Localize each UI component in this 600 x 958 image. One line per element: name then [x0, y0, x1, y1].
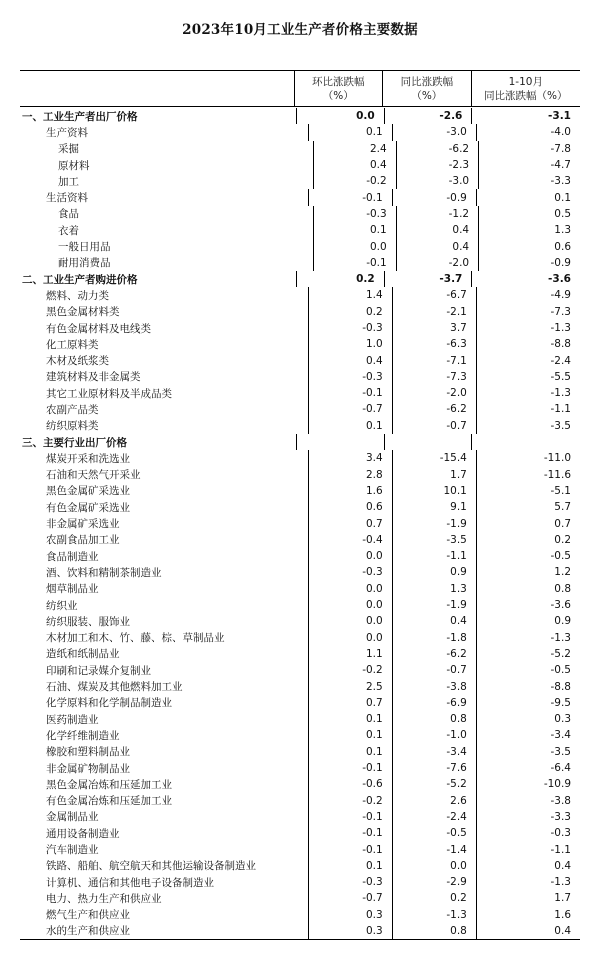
- ytd-change-cell: -5.2: [476, 646, 580, 662]
- table-row: [20, 825, 580, 841]
- yoy-change-cell: 3.7: [392, 320, 476, 336]
- row-label: 化学纤维制造业: [46, 729, 120, 742]
- header-mom-unit: （%）: [322, 89, 354, 102]
- table-row: [20, 532, 580, 548]
- ytd-change-cell: -5.5: [476, 369, 580, 385]
- yoy-change-cell: -7.3: [392, 369, 476, 385]
- table-row: [20, 206, 580, 222]
- mom-change-cell: -0.2: [313, 173, 395, 189]
- table-row: [20, 597, 580, 613]
- row-label: 黑色金属矿采选业: [46, 485, 130, 498]
- yoy-change-cell: -2.4: [392, 809, 476, 825]
- mom-change-cell: -0.1: [308, 385, 392, 401]
- mom-change-cell: -0.7: [308, 890, 392, 906]
- row-label: 医药制造业: [46, 713, 99, 726]
- row-label: 三、主要行业出厂价格: [22, 436, 127, 449]
- row-label: 木材及纸浆类: [46, 355, 109, 368]
- yoy-change-cell: -0.7: [392, 418, 476, 434]
- mom-change-cell: 1.0: [308, 336, 392, 352]
- table-row: [20, 320, 580, 336]
- mom-change-cell: -0.1: [308, 809, 392, 825]
- ytd-change-cell: 1.6: [476, 907, 580, 923]
- row-label: 耐用消费品: [58, 257, 111, 270]
- yoy-change-cell: [384, 434, 472, 450]
- yoy-change-cell: -5.2: [392, 776, 476, 792]
- mom-change-cell: [296, 434, 384, 450]
- yoy-change-cell: 9.1: [392, 499, 476, 515]
- mom-change-cell: 2.4: [313, 141, 395, 157]
- ytd-change-cell: -3.8: [476, 792, 580, 808]
- yoy-change-cell: -2.6: [384, 108, 472, 124]
- table-row: [20, 515, 580, 531]
- table-row: [20, 255, 580, 271]
- ytd-change-cell: 0.1: [476, 189, 580, 205]
- table-row: [20, 890, 580, 906]
- yoy-change-cell: -6.2: [396, 141, 478, 157]
- row-label: 石油和天然气开采业: [46, 469, 141, 482]
- row-label: 燃气生产和供应业: [46, 909, 130, 922]
- table-row: [20, 401, 580, 417]
- table-row: [20, 352, 580, 368]
- yoy-change-cell: 0.8: [392, 923, 476, 939]
- yoy-change-cell: 0.8: [392, 711, 476, 727]
- mom-change-cell: 0.6: [308, 499, 392, 515]
- ytd-change-cell: -3.3: [478, 173, 580, 189]
- yoy-change-cell: -3.0: [392, 124, 476, 140]
- row-label: 黑色金属冶炼和压延加工业: [46, 778, 172, 791]
- yoy-change-cell: 0.4: [392, 613, 476, 629]
- header-yoy-unit: （%）: [411, 89, 443, 102]
- yoy-change-cell: -1.3: [392, 907, 476, 923]
- ytd-change-cell: -3.6: [476, 597, 580, 613]
- yoy-change-cell: 0.9: [392, 564, 476, 580]
- table-row: [20, 173, 580, 189]
- header-mom-title: 环比涨跌幅: [312, 75, 365, 88]
- ytd-change-cell: -2.4: [476, 352, 580, 368]
- yoy-change-cell: 2.6: [392, 792, 476, 808]
- table-row: [20, 744, 580, 760]
- ytd-change-cell: -0.5: [476, 548, 580, 564]
- mom-change-cell: 0.1: [308, 418, 392, 434]
- row-label: 衣着: [58, 224, 79, 237]
- header-yoy-title: 同比涨跌幅: [400, 75, 454, 88]
- yoy-change-cell: -3.0: [396, 173, 478, 189]
- table-row: [20, 369, 580, 385]
- table-row: [20, 776, 580, 792]
- mom-change-cell: 2.5: [308, 678, 392, 694]
- yoy-change-cell: 0.2: [392, 890, 476, 906]
- mom-change-cell: -0.3: [313, 206, 395, 222]
- table-row: [20, 499, 580, 515]
- yoy-change-cell: 10.1: [392, 483, 476, 499]
- row-label: 煤炭开采和洗选业: [46, 452, 130, 465]
- yoy-change-cell: -1.0: [392, 727, 476, 743]
- mom-change-cell: 1.4: [308, 287, 392, 303]
- table-row: [20, 727, 580, 743]
- table-row: [20, 222, 580, 238]
- row-label: 农副食品加工业: [46, 534, 120, 547]
- row-label: 农副产品类: [46, 403, 99, 416]
- yoy-change-cell: -7.1: [392, 352, 476, 368]
- row-label: 化学原料和化学制品制造业: [46, 697, 172, 710]
- yoy-change-cell: -6.7: [392, 287, 476, 303]
- mom-change-cell: 0.3: [308, 923, 392, 939]
- table-row: [20, 157, 580, 173]
- ytd-change-cell: -4.0: [476, 124, 580, 140]
- mom-change-cell: -0.1: [308, 189, 392, 205]
- ytd-change-cell: 0.8: [476, 581, 580, 597]
- row-label: 有色金属冶炼和压延加工业: [46, 795, 172, 808]
- yoy-change-cell: -7.6: [392, 760, 476, 776]
- price-data-table: [20, 70, 580, 940]
- table-row: [20, 792, 580, 808]
- ytd-change-cell: -7.3: [476, 304, 580, 320]
- yoy-change-cell: -2.0: [396, 255, 478, 271]
- table-row: [20, 467, 580, 483]
- table-row: [20, 630, 580, 646]
- ytd-change-cell: -11.0: [476, 450, 580, 466]
- yoy-change-cell: -1.9: [392, 597, 476, 613]
- mom-change-cell: -0.6: [308, 776, 392, 792]
- table-row: [20, 287, 580, 303]
- mom-change-cell: 0.0: [313, 238, 395, 254]
- yoy-change-cell: -15.4: [392, 450, 476, 466]
- mom-change-cell: 0.2: [308, 304, 392, 320]
- yoy-change-cell: -1.8: [392, 630, 476, 646]
- table-row: [20, 858, 580, 874]
- yoy-change-cell: 0.4: [396, 238, 478, 254]
- mom-change-cell: -0.3: [308, 874, 392, 890]
- mom-change-cell: 0.0: [308, 581, 392, 597]
- table-row: [20, 385, 580, 401]
- ytd-change-cell: -3.3: [476, 809, 580, 825]
- table-row: [20, 711, 580, 727]
- table-row: [20, 548, 580, 564]
- mom-change-cell: 0.1: [308, 744, 392, 760]
- mom-change-cell: 0.0: [308, 548, 392, 564]
- ytd-change-cell: 0.7: [476, 515, 580, 531]
- mom-change-cell: 0.3: [308, 907, 392, 923]
- yoy-change-cell: -3.4: [392, 744, 476, 760]
- mom-change-cell: -0.3: [308, 369, 392, 385]
- table-row: [20, 141, 580, 157]
- row-label: 黑色金属材料类: [46, 306, 120, 319]
- mom-change-cell: 0.1: [308, 711, 392, 727]
- ytd-change-cell: 1.3: [478, 222, 580, 238]
- row-label: 一、工业生产者出厂价格: [22, 110, 138, 123]
- row-label: 采掘: [58, 143, 79, 156]
- table-row: [20, 450, 580, 466]
- mom-change-cell: 0.0: [308, 630, 392, 646]
- mom-change-cell: 0.1: [308, 727, 392, 743]
- row-label: 印刷和记录媒介复制业: [46, 664, 151, 677]
- mom-change-cell: -0.2: [308, 662, 392, 678]
- ytd-change-cell: 0.2: [476, 532, 580, 548]
- mom-change-cell: 0.4: [313, 157, 395, 173]
- ytd-change-cell: 0.3: [476, 711, 580, 727]
- mom-change-cell: -0.1: [313, 255, 395, 271]
- mom-change-cell: 0.1: [308, 858, 392, 874]
- ytd-change-cell: -4.9: [476, 287, 580, 303]
- page-title: 2023年10月工业生产者价格主要数据: [182, 22, 418, 38]
- row-label: 二、工业生产者购进价格: [22, 273, 138, 286]
- row-label: 加工: [58, 175, 79, 188]
- yoy-change-cell: -0.7: [392, 662, 476, 678]
- table-row: [20, 678, 580, 694]
- row-label: 金属制品业: [46, 811, 99, 824]
- header-yoy-column: [382, 71, 471, 106]
- table-row: [20, 809, 580, 825]
- yoy-change-cell: -2.0: [392, 385, 476, 401]
- ytd-change-cell: 0.4: [476, 923, 580, 939]
- yoy-change-cell: -1.2: [396, 206, 478, 222]
- row-label: 酒、饮料和精制茶制造业: [46, 566, 162, 579]
- row-label: 建筑材料及非金属类: [46, 371, 141, 384]
- ytd-change-cell: 0.4: [476, 858, 580, 874]
- row-label: 橡胶和塑料制品业: [46, 746, 130, 759]
- ytd-change-cell: -1.3: [476, 385, 580, 401]
- yoy-change-cell: -1.1: [392, 548, 476, 564]
- ytd-change-cell: -3.5: [476, 418, 580, 434]
- ytd-change-cell: -8.8: [476, 678, 580, 694]
- row-label: 烟草制品业: [46, 583, 99, 596]
- header-ytd-unit: 同比涨跌幅（%）: [484, 89, 568, 102]
- ytd-change-cell: -3.4: [476, 727, 580, 743]
- table-row: [20, 581, 580, 597]
- yoy-change-cell: 1.7: [392, 467, 476, 483]
- table-row: [20, 189, 580, 205]
- table-row: [20, 695, 580, 711]
- yoy-change-cell: -3.8: [392, 678, 476, 694]
- yoy-change-cell: -0.5: [392, 825, 476, 841]
- mom-change-cell: 0.1: [313, 222, 395, 238]
- row-label: 水的生产和供应业: [46, 925, 130, 938]
- row-label: 石油、煤炭及其他燃料加工业: [46, 681, 183, 694]
- ytd-change-cell: -4.7: [478, 157, 580, 173]
- header-ytd-column: [471, 71, 580, 106]
- table-row: [20, 923, 580, 939]
- yoy-change-cell: -6.2: [392, 646, 476, 662]
- table-row: [20, 418, 580, 434]
- ytd-change-cell: -11.6: [476, 467, 580, 483]
- table-row: [20, 907, 580, 923]
- mom-change-cell: 3.4: [308, 450, 392, 466]
- yoy-change-cell: -2.1: [392, 304, 476, 320]
- row-label: 生产资料: [46, 126, 88, 139]
- ytd-change-cell: 1.2: [476, 564, 580, 580]
- ytd-change-cell: 0.6: [478, 238, 580, 254]
- mom-change-cell: -0.1: [308, 825, 392, 841]
- table-row: [20, 760, 580, 776]
- mom-change-cell: 1.6: [308, 483, 392, 499]
- ytd-change-cell: -6.4: [476, 760, 580, 776]
- row-label: 非金属矿采选业: [46, 518, 120, 531]
- ytd-change-cell: 0.9: [476, 613, 580, 629]
- ytd-change-cell: 5.7: [476, 499, 580, 515]
- ytd-change-cell: -10.9: [476, 776, 580, 792]
- row-label: 木材加工和木、竹、藤、棕、草制品业: [46, 632, 225, 645]
- section-row: [20, 271, 580, 287]
- ytd-change-cell: -0.3: [476, 825, 580, 841]
- table-row: [20, 238, 580, 254]
- table-header: [20, 71, 580, 107]
- yoy-change-cell: -3.5: [392, 532, 476, 548]
- header-mom-column: [294, 71, 383, 106]
- ytd-change-cell: -9.5: [476, 695, 580, 711]
- table-row: [20, 613, 580, 629]
- table-row: [20, 483, 580, 499]
- ytd-change-cell: -1.1: [476, 401, 580, 417]
- mom-change-cell: -0.3: [308, 320, 392, 336]
- row-label: 计算机、通信和其他电子设备制造业: [46, 876, 214, 889]
- row-label: 原材料: [58, 159, 90, 172]
- header-label-column: [20, 71, 294, 106]
- ytd-change-cell: -3.5: [476, 744, 580, 760]
- mom-change-cell: -0.1: [308, 841, 392, 857]
- ytd-change-cell: -3.1: [471, 108, 580, 124]
- ytd-change-cell: -7.8: [478, 141, 580, 157]
- mom-change-cell: 0.0: [308, 597, 392, 613]
- mom-change-cell: 2.8: [308, 467, 392, 483]
- table-body: [20, 107, 580, 939]
- yoy-change-cell: -2.9: [392, 874, 476, 890]
- ytd-change-cell: -5.1: [476, 483, 580, 499]
- row-label: 纺织原料类: [46, 420, 99, 433]
- mom-change-cell: 0.7: [308, 515, 392, 531]
- ytd-change-cell: -1.3: [476, 874, 580, 890]
- ytd-change-cell: -0.5: [476, 662, 580, 678]
- table-row: [20, 124, 580, 140]
- table-row: [20, 874, 580, 890]
- yoy-change-cell: -2.3: [396, 157, 478, 173]
- row-label: 纺织业: [46, 599, 78, 612]
- mom-change-cell: -0.3: [308, 564, 392, 580]
- ytd-change-cell: -1.1: [476, 841, 580, 857]
- section-row: [20, 434, 580, 450]
- table-row: [20, 304, 580, 320]
- ytd-change-cell: -3.6: [471, 271, 580, 287]
- yoy-change-cell: -6.9: [392, 695, 476, 711]
- header-ytd-title: 1-10月: [508, 75, 543, 88]
- mom-change-cell: 1.1: [308, 646, 392, 662]
- section-row: [20, 108, 580, 124]
- row-label: 燃料、动力类: [46, 289, 109, 302]
- ytd-change-cell: -0.9: [478, 255, 580, 271]
- row-label: 非金属矿物制品业: [46, 762, 130, 775]
- yoy-change-cell: -0.9: [392, 189, 476, 205]
- mom-change-cell: 0.4: [308, 352, 392, 368]
- mom-change-cell: 0.0: [296, 108, 384, 124]
- row-label: 铁路、船舶、航空航天和其他运输设备制造业: [46, 860, 256, 873]
- ytd-change-cell: -1.3: [476, 320, 580, 336]
- row-label: 生活资料: [46, 192, 88, 205]
- ytd-change-cell: 1.7: [476, 890, 580, 906]
- table-row: [20, 564, 580, 580]
- ytd-change-cell: [471, 434, 580, 450]
- yoy-change-cell: -1.4: [392, 841, 476, 857]
- mom-change-cell: -0.4: [308, 532, 392, 548]
- mom-change-cell: 0.2: [296, 271, 384, 287]
- mom-change-cell: 0.0: [308, 613, 392, 629]
- mom-change-cell: 0.1: [308, 124, 392, 140]
- row-label: 其它工业原材料及半成品类: [46, 387, 172, 400]
- yoy-change-cell: -1.9: [392, 515, 476, 531]
- mom-change-cell: -0.2: [308, 792, 392, 808]
- row-label: 有色金属矿采选业: [46, 501, 130, 514]
- mom-change-cell: 0.7: [308, 695, 392, 711]
- yoy-change-cell: 0.4: [396, 222, 478, 238]
- row-label: 通用设备制造业: [46, 827, 120, 840]
- row-label: 汽车制造业: [46, 844, 99, 856]
- row-label: 一般日用品: [58, 241, 111, 254]
- ytd-change-cell: -1.3: [476, 630, 580, 646]
- yoy-change-cell: 0.0: [392, 858, 476, 874]
- row-label: 电力、热力生产和供应业: [46, 892, 162, 905]
- table-row: [20, 646, 580, 662]
- yoy-change-cell: -3.7: [384, 271, 472, 287]
- ytd-change-cell: 0.5: [478, 206, 580, 222]
- row-label: 造纸和纸制品业: [46, 648, 120, 661]
- yoy-change-cell: -6.2: [392, 401, 476, 417]
- row-label: 纺织服装、服饰业: [46, 615, 130, 628]
- table-row: [20, 336, 580, 352]
- mom-change-cell: -0.1: [308, 760, 392, 776]
- ytd-change-cell: -8.8: [476, 336, 580, 352]
- row-label: 化工原料类: [46, 338, 99, 351]
- table-row: [20, 662, 580, 678]
- yoy-change-cell: -6.3: [392, 336, 476, 352]
- yoy-change-cell: 1.3: [392, 581, 476, 597]
- row-label: 食品: [58, 208, 79, 221]
- table-row: [20, 841, 580, 857]
- row-label: 食品制造业: [46, 550, 99, 563]
- mom-change-cell: -0.7: [308, 401, 392, 417]
- row-label: 有色金属材料及电线类: [46, 322, 151, 335]
